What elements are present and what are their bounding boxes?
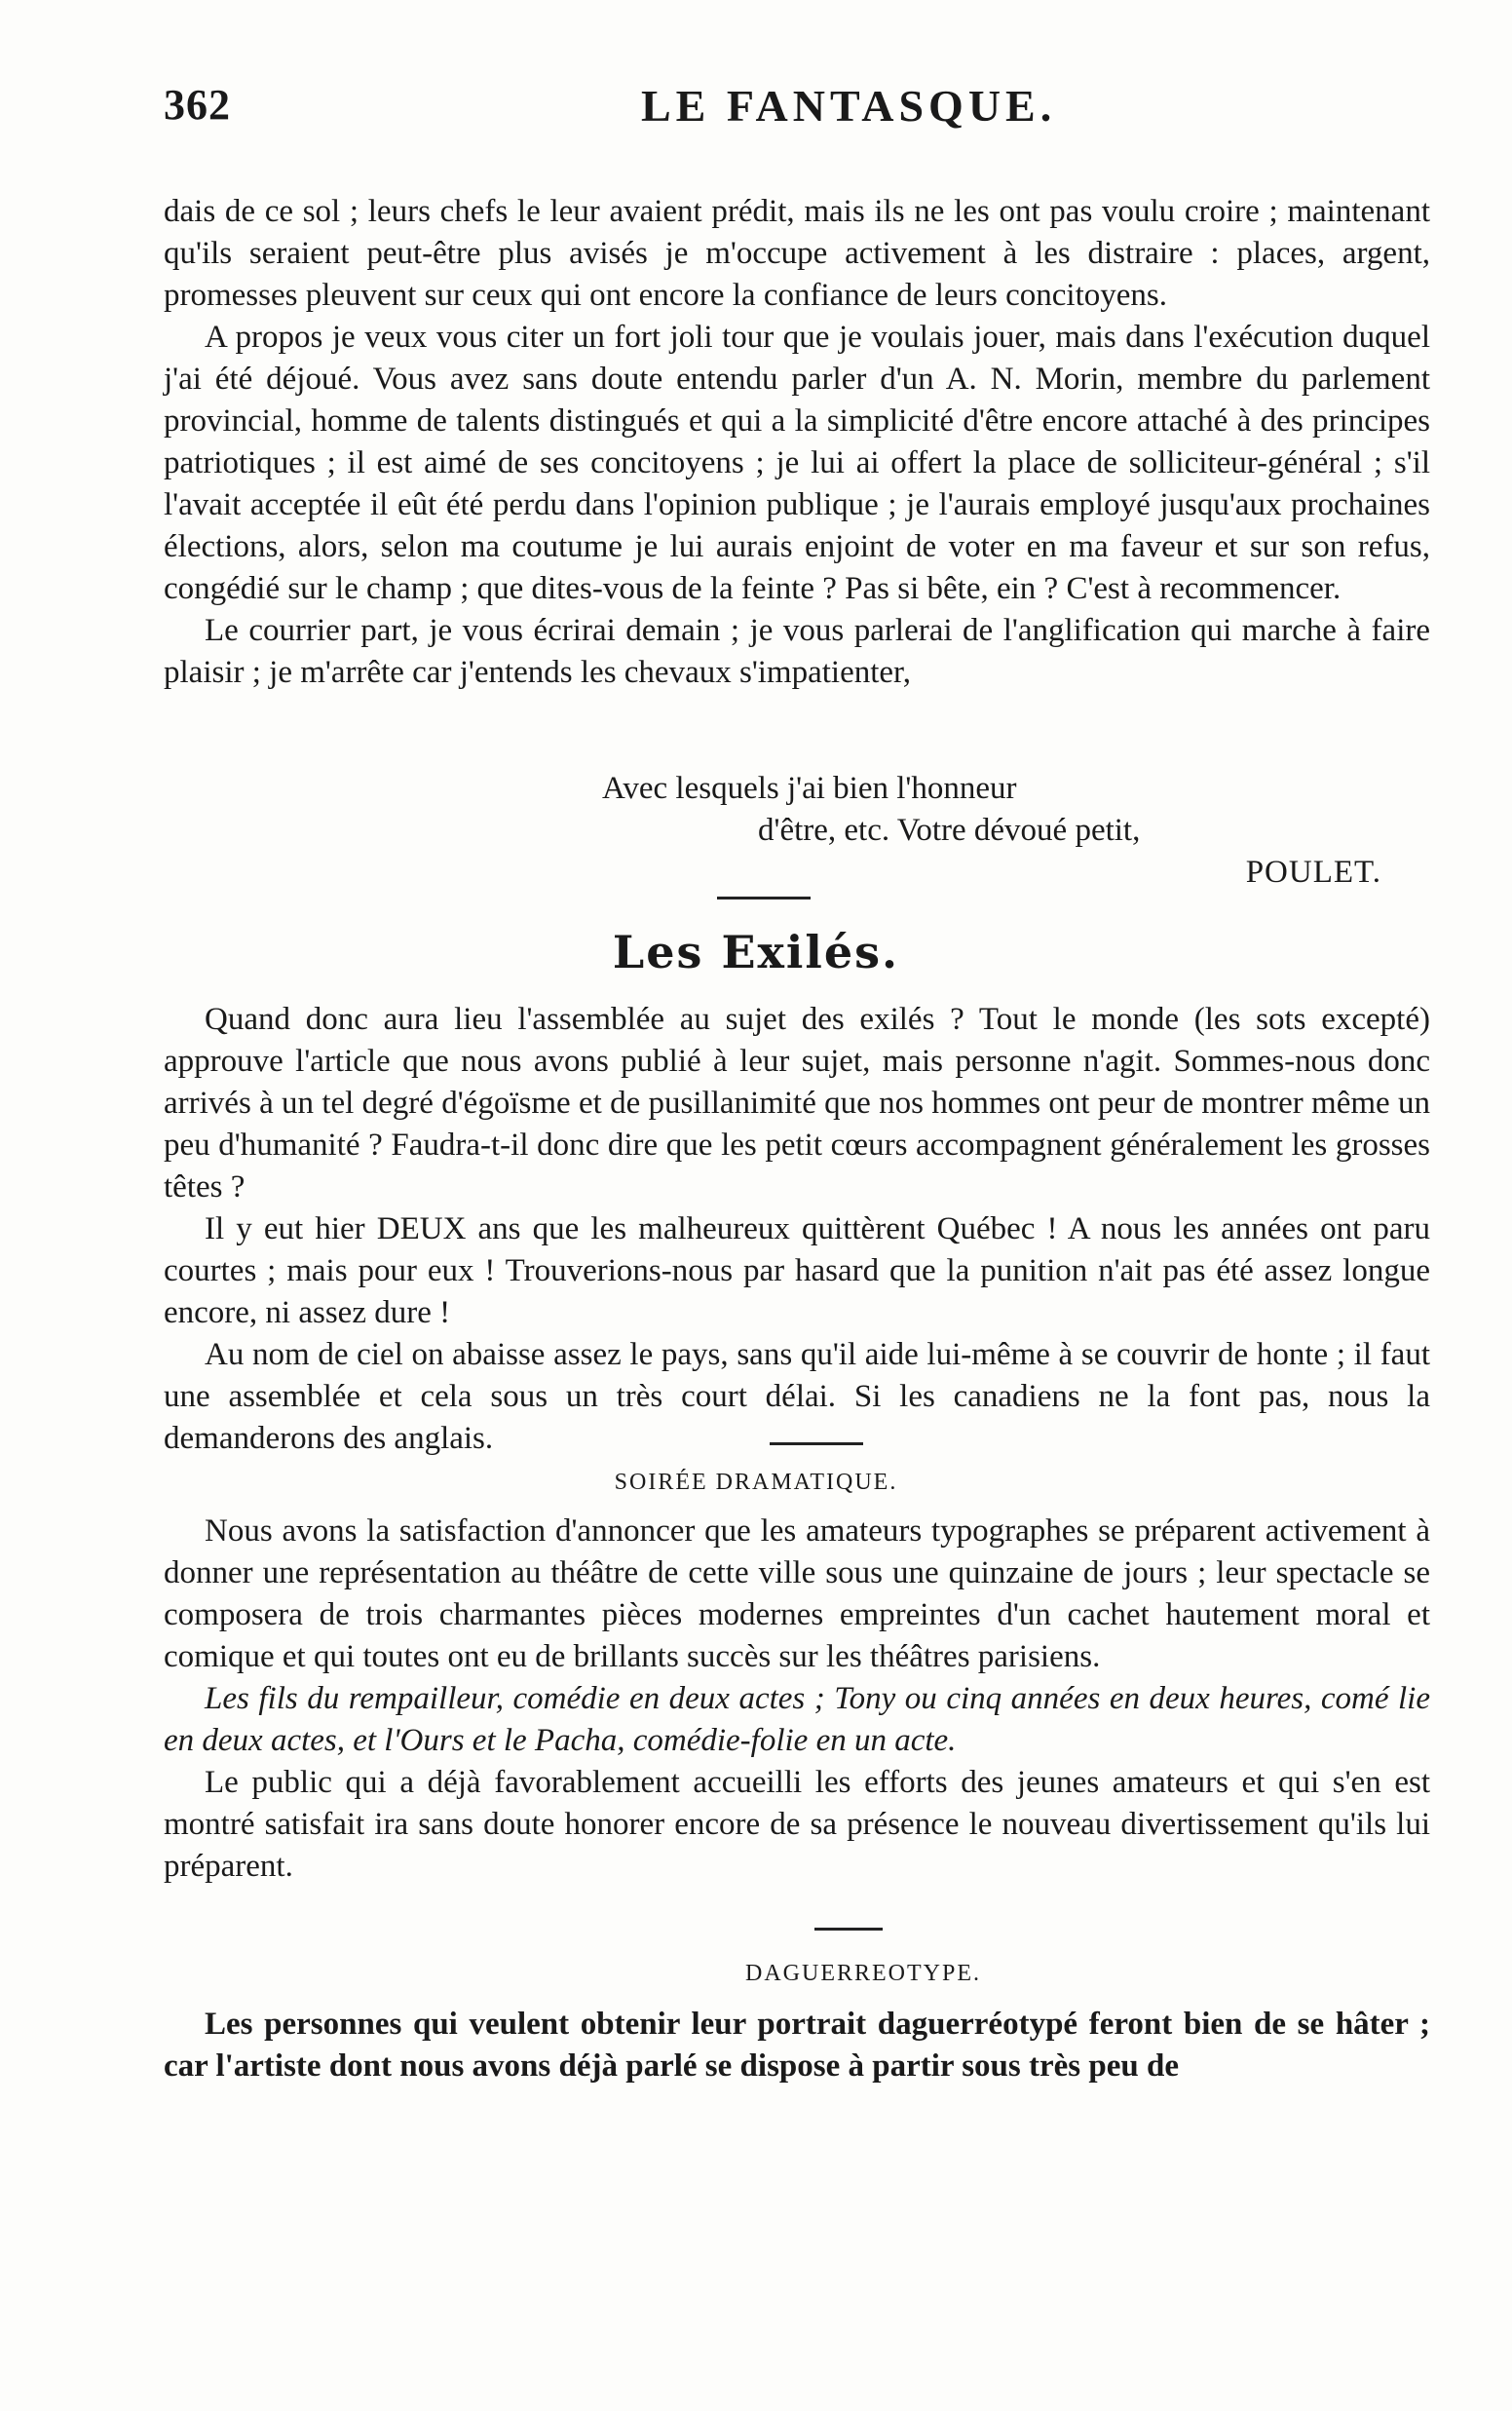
exiles-title: Les Exilés.	[612, 926, 900, 978]
exiles-body	[164, 999, 1430, 1460]
letter-paragraph: A propos je veux vous citer un fort joli tour que je voulais jouer, mais dans l'exécution duquel j'ai été déjoué. Vous avez sans doute entendu parler d'un A. N. Morin, membre du parlement provincial, homme de talents distingués et qui a la simplicité d'être encore attaché à des principes patriotiques ; il est aimé de ses concitoyens ; je lui ai offert la place de solliciteur-général ; s'il l'avait acceptée il eût été perdu dans l'opinion publique ; je l'aurais employé jusqu'aux prochaines élections, alors, selon ma coutume je lui aurais enjoint de voter en ma faveur et sur son refus, congédié sur le champ ; que dites-vous de la feinte ? Pas si bête, ein ? C'est à recommencer.	[164, 320, 1430, 606]
exiles-paragraph: Il y eut hier DEUX ans que les malheureux quittèrent Québec ! A nous les années ont paru courtes ; mais pour eux ! Trouverions-nous par hasard que la punition n'ait pas été assez longue encore, ni assez dure !	[164, 1211, 1430, 1330]
letter-paragraph: dais de ce sol ; leurs chefs le leur avaient prédit, mais ils ne les ont pas voulu croire ; maintenant qu'ils seraient peut-être plus avisés je m'occupe activement à les distraire : places, argent, promesses pleuvent sur ceux qui ont encore la confiance de leurs concitoyens.	[164, 194, 1430, 313]
page-header	[164, 80, 1411, 148]
page-number: 362	[164, 81, 231, 129]
soiree-paragraph: Les fils du rempailleur, comédie en deux actes ; Tony ou cinq années en deux heures, comé lie en deux actes, et l'Ours et le Pacha, comédie-folie en un acte.	[164, 1681, 1430, 1758]
soiree-body	[164, 1511, 1430, 1888]
soiree-paragraph: Nous avons la satisfaction d'annoncer que les amateurs typographes se préparent activement à donner une représentation au théâtre de cette ville sous une quinzaine de jours ; leur spectacle se composera de trois charmantes pièces modernes empreintes d'un cachet hautement moral et comique et qui toutes ont eu de brillants succès sur les théâtres parisiens.	[164, 1513, 1430, 1674]
section-divider	[814, 1928, 883, 1931]
letter-closing	[164, 768, 1430, 894]
exiles-paragraph: Au nom de ciel on abaisse assez le pays, sans qu'il aide lui-même à se couvrir de honte ; il faut une assemblée et cela sous un très court délai. Si les canadiens ne la font pas, nous la demanderons des anglais.	[164, 1337, 1430, 1456]
daguerreotype-body	[164, 2004, 1430, 2087]
signature: POULET.	[1245, 855, 1381, 890]
section-divider	[770, 1442, 863, 1445]
soiree-title: SOIRÉE DRAMATIQUE.	[614, 1470, 898, 1495]
journal-title: LE FANTASQUE.	[641, 81, 1057, 131]
closing-line: d'être, etc. Votre dévoué petit,	[758, 813, 1141, 848]
closing-line: Avec lesquels j'ai bien l'honneur	[602, 771, 1017, 806]
daguerreotype-title: DAGUERREOTYPE.	[745, 1961, 981, 1986]
daguerreotype-paragraph: Les personnes qui veulent obtenir leur portrait daguerréotypé feront bien de se hâter ; car l'artiste dont nous avons déjà parlé se dispose à partir sous très peu de	[164, 2007, 1430, 2084]
section-divider	[717, 897, 811, 899]
soiree-paragraph: Le public qui a déjà favorablement accueilli les efforts des jeunes amateurs et qui s'en est montré satisfait ira sans doute honorer encore de sa présence le nouveau divertissement qu'ils lui préparent.	[164, 1765, 1430, 1884]
letter-body	[164, 191, 1430, 694]
exiles-paragraph: Quand donc aura lieu l'assemblée au sujet des exilés ? Tout le monde (les sots excepté) approuve l'article que nous avons publié à leur sujet, mais personne n'agit. Sommes-nous donc arrivés à un tel degré d'égoïsme et de pusillanimité que nos hommes ont peur de montrer même un peu d'humanité ? Faudra-t-il donc dire que les petit cœurs accompagnent généralement les grosses têtes ?	[164, 1002, 1430, 1205]
letter-paragraph: Le courrier part, je vous écrirai demain ; je vous parlerai de l'anglification qui marche à faire plaisir ; je m'arrête car j'entends les chevaux s'impatienter,	[164, 613, 1430, 690]
